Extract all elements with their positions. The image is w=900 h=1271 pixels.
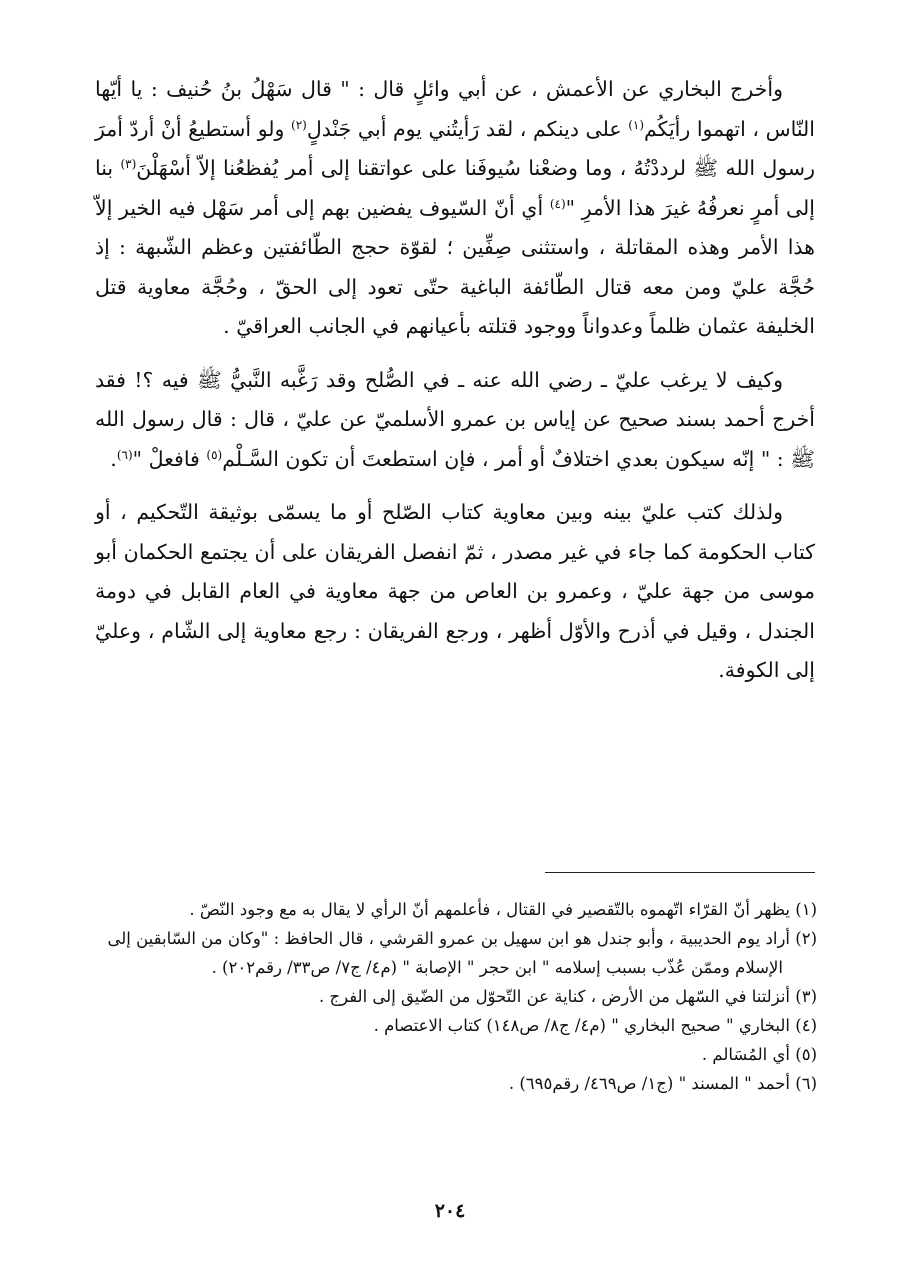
paragraph-2 [95, 361, 815, 480]
footnote-ref-6: (٦) [116, 447, 133, 462]
footnote-4: (٤) البخاري " صحيح البخاري " (م٤/ ج٨/ ص١٤٨) كتاب الاعتصام . [373, 1016, 817, 1035]
footnote-ref-4: (٤) [549, 196, 566, 211]
footnotes [95, 895, 817, 1098]
footnote-3: (٣) أنزلتنا في السّهل من الأرض ، كناية عن التّحوّل من الضّيق إلى الفرج . [318, 987, 817, 1006]
footnote-ref-5: (٥) [206, 447, 223, 462]
page-number: ٢٠٤ [434, 1200, 466, 1222]
footnote-2: (٢) أراد يوم الحديبية ، وأبو جندل هو ابن سهيل بن عمرو القرشي ، قال الحافظ : "وكان من السّابقين إلى الإسلام وممّن عُذّب بسبب إسلامه " ابن حجر " الإصابة " (م٤/ ج٧/ ص٣٣/ رقم٢٠٢) . [107, 929, 817, 977]
footnote-1: (١) يظهر أنّ القرّاء اتّهموه بالتّقصير في القتال ، فأعلمهم أنّ الرأي لا يقال به مع وجود النّصّ . [189, 900, 817, 919]
p2-text-b: فافعلْ " [132, 446, 207, 471]
p1-text-a: وأخرج البخاري عن الأعمش ، عن أبي وائلٍ قال : " قال سَهْلُ بنُ حُنيف : يا أيّها النّاس ، اتهموا رأيَكُم [95, 77, 815, 141]
footnote-6: (٦) أحمد " المسند " (ج١/ ص٤٦٩/ رقم٦٩٥) . [508, 1074, 817, 1093]
p1-text-c: ولو أستطيعُ أنْ أردّ أمرَ رسول الله ﷺ لرددْتُهُ ، وما وضعْنا سُيوفَنا على عواتقنا إلى أمر يُفظعُنا إلاّ أسْهَلْنَ [95, 116, 815, 180]
footnote-ref-3: (٣) [120, 157, 137, 171]
paragraph-1 [95, 70, 815, 347]
main-text [95, 70, 815, 691]
p2-text-c: . [110, 446, 117, 471]
p1-text-b: على دينكم ، لقد رَأيتُني يوم أبي جَنْدلٍ [306, 116, 629, 141]
footnote-ref-2: (٢) [291, 117, 307, 132]
p1-text-d: بنا إلى أمرٍ نعرفُهُ غيرَ هذا الأمرِ " [95, 156, 815, 220]
paragraph-3: ولذلك كتب عليّ بينه وبين معاوية كتاب الصّلح أو ما يسمّى بوثيقة التّحكيم ، أو كتاب الحكومة كما جاء في غير مصدر ، ثمّ انفصل الفريقان على أن يجتمع الحكمان أبو موسى من جهة عليّ ، وعمرو بن العاص من جهة معاوية في العام القابل في دومة الجندل ، وقيل في أذرح والأوّل أظهر ، ورجع الفريقان : رجع معاوية إلى الشّام ، وعليّ إلى الكوفة. [95, 500, 815, 682]
footnote-separator [545, 872, 815, 873]
p1-text-e: أي أنّ السّيوف يفضين بهم إلى أمر سَهْل فيه الخير إلاّ هذا الأمر وهذه المقاتلة ، واستثنى صِفِّين ؛ لقوّة حجج الطّائفتين وعظم الشّبهة : إذ حُجَّة عليّ ومن معه قتال الطّائفة الباغية حتّى تعود إلى الحقّ ، وحُجَّة معاوية قتل الخليفة عثمان ظلماً وعدواناً ووجود قتلته بأعيانهم في الجانب العراقيّ . [95, 195, 815, 338]
p2-text-a: وكيف لا يرغب عليّ ـ رضي الله عنه ـ في الصُّلح وقد رَغَّبه النَّبيُّ ﷺ فيه ؟! فقد أخرج أحمد بسند صحيح عن إياس بن عمرو الأسلميّ عن عليّ ، قال : قال رسول الله ﷺ : " إنّه سيكون بعدي اختلافٌ أو أمر ، فإن استطعتَ أن تكون السَّـلْم [95, 367, 815, 471]
footnote-ref-1: (١) [628, 117, 645, 132]
footnote-5: (٥) أي المُسَالم . [701, 1045, 817, 1064]
